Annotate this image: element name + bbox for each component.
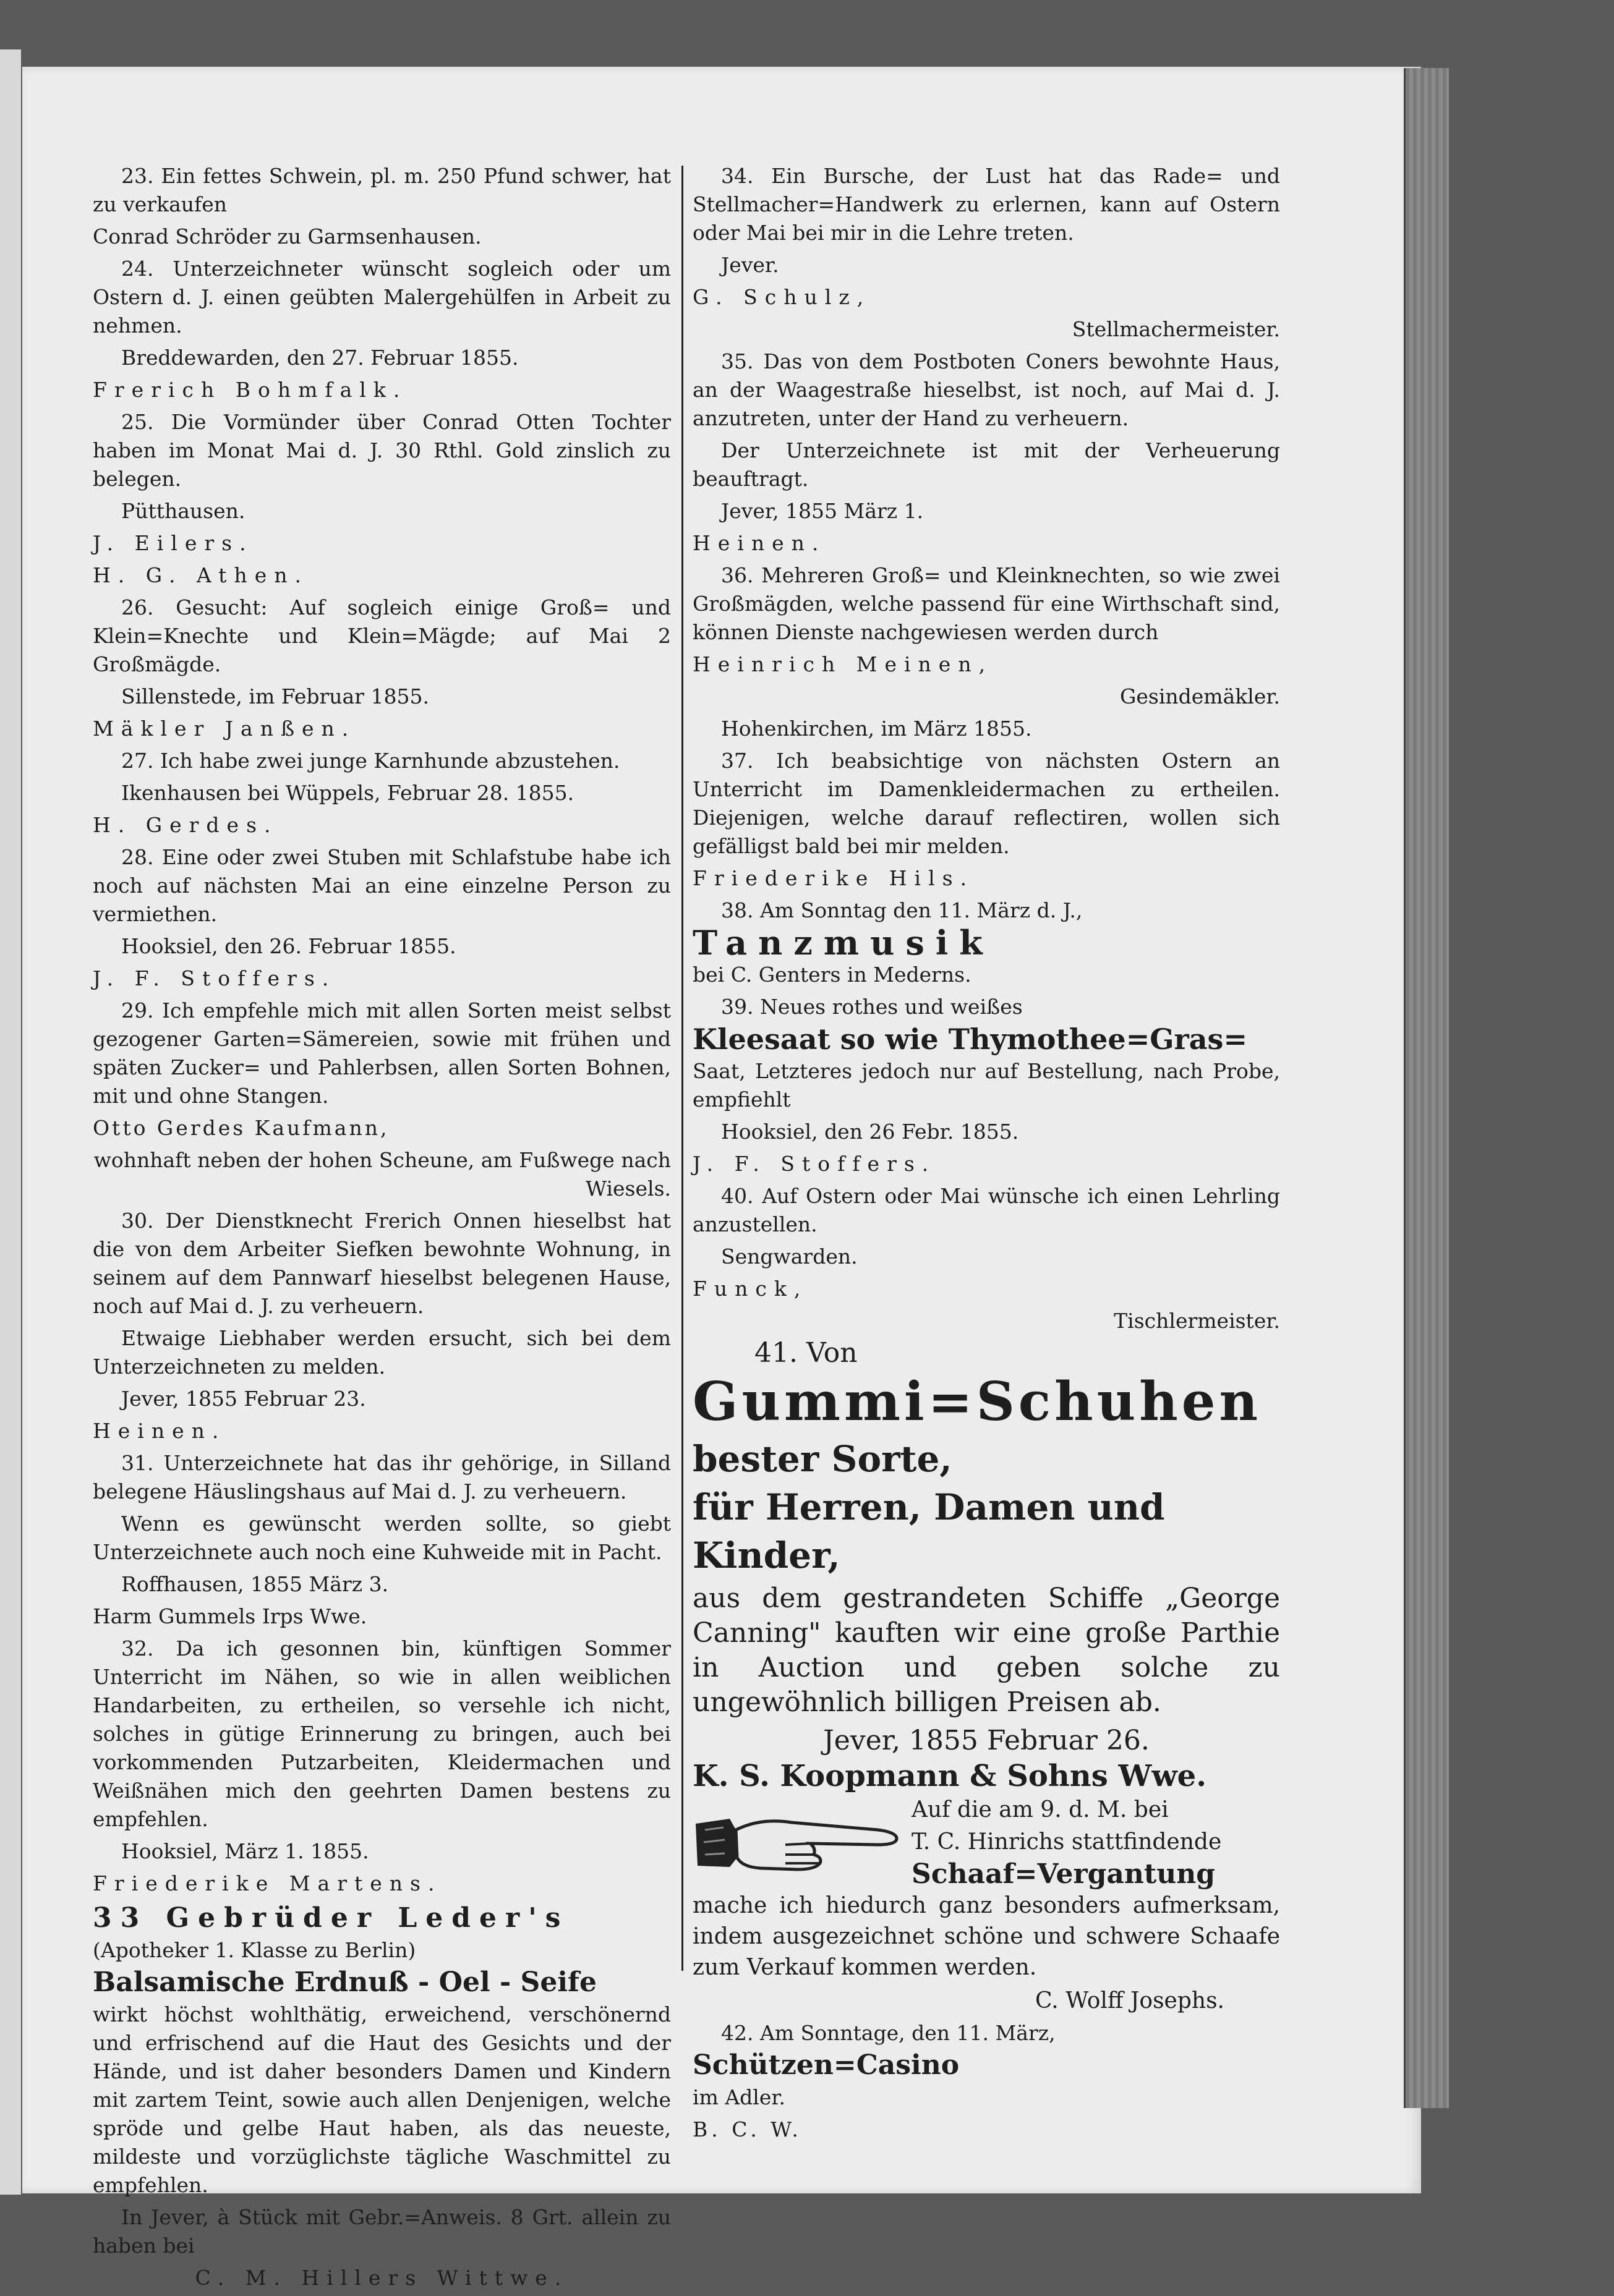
ad-28-text: 28. Eine oder zwei Stuben mit Schlafstube habe ich noch auf nächsten Mai an eine einzelne Person zu vermiethen. [93, 845, 671, 926]
ad-24-signature: Frerich Bohmfalk. [93, 378, 408, 402]
ad-39-line: 39. Neues rothes und weißes [721, 995, 1023, 1019]
ad-35-signature: Heinen. [693, 531, 826, 555]
ad-33-text-2: In Jever, à Stück mit Gebr.=Anweis. 8 Grt. allein zu haben bei [93, 2205, 671, 2258]
ad-25-signature: J. Eilers. [93, 531, 254, 555]
ad-38-line: 38. Am Sonntag den 11. März d. J., [721, 898, 1083, 922]
ad-23-signature: Conrad Schröder zu Garmsenhausen. [93, 224, 482, 249]
ad-39-signature: J. F. Stoffers. [693, 1152, 936, 1176]
ad-32-signature: Friederike Martens. [93, 1871, 442, 1895]
ad-34-signature-2: Stellmachermeister. [1072, 317, 1280, 341]
ad-37-text: 37. Ich beabsichtige von nächsten Ostern an Unterricht im Damenkleidermachen zu ertheilen. Diejenigen, welche darauf reflectiren, wollen sich gefälligst bald bei mir melden. [693, 749, 1280, 858]
ad-35-place: Jever, 1855 März 1. [721, 499, 924, 523]
ad-40-signature: Funck, [693, 1277, 808, 1301]
ad-33-heading: 33 Gebrüder Leder's [93, 1902, 570, 1934]
schaaf-ad-intro [912, 1794, 1280, 1890]
left-column [93, 162, 671, 2296]
ad-42-title: Schützen=Casino [693, 2049, 960, 2081]
previous-page-edge [0, 49, 21, 2195]
ad-31-text: 31. Unterzeichnete hat das ihr gehörige, in Silland belegene Häuslingshaus auf Mai d. J. zu verheuern. [93, 1451, 671, 1503]
ad-27-signature: H. Gerdes. [93, 813, 278, 837]
ad-37-signature: Friederike Hils. [693, 866, 975, 890]
schaaf-ad-text-1: Auf die am 9. d. M. bei [912, 1797, 1169, 1822]
ad-40-text: 40. Auf Ostern oder Mai wünsche ich einen Lehrling anzustellen. [693, 1184, 1280, 1236]
ad-30-signature: Heinen. [93, 1419, 226, 1443]
ad-36-signature-2: Gesindemäkler. [1120, 684, 1280, 708]
ad-39-text: Saat, Letzteres jedoch nur auf Bestellung, nach Probe, empfiehlt [693, 1059, 1280, 1112]
ad-41-signature: K. S. Koopmann & Sohns Wwe. [693, 1759, 1206, 1793]
ad-24-place: Breddewarden, den 27. Februar 1855. [121, 346, 519, 370]
ad-38-title: Tanzmusik [693, 923, 994, 963]
ad-27-place: Ikenhausen bei Wüppels, Februar 28. 1855. [121, 781, 574, 805]
ad-30-text: 30. Der Dienstknecht Frerich Onnen hieselbst hat die von dem Arbeiter Siefken bewohnte Wohnung, in seinem auf dem Pannwarf hieselbst belegenen Hause, noch auf Mai d. J. zu verheuern. [93, 1209, 671, 1318]
ad-26-text: 26. Gesucht: Auf sogleich einige Groß= und Klein=Knechte und Klein=Mägde; auf Mai 2 Großmägde. [93, 595, 671, 676]
ad-31-signature: Harm Gummels Irps Wwe. [93, 1604, 367, 1628]
ad-27-text: 27. Ich habe zwei junge Karnhunde abzustehen. [121, 749, 620, 773]
schaaf-ad-text-2: T. C. Hinrichs stattfindende [912, 1829, 1222, 1855]
ad-31-text-2: Wenn es gewünscht werden sollte, so giebt Unterzeichnete auch noch eine Kuhweide mit in Pacht. [93, 1512, 671, 1564]
ad-42-signature: B. C. W. [693, 2117, 802, 2141]
ad-35-text-2: Der Unterzeichnete ist mit der Verheuerung beauftragt. [693, 438, 1280, 491]
ad-33-product: Balsamische Erdnuß - Oel - Seife [93, 1966, 597, 1998]
ad-39-title: Kleesaat so wie Thymothee=Gras= [693, 1023, 1247, 1056]
ad-41-text: aus dem gestrandeten Schiffe „George Canning" kauften wir eine große Parthie in Auction und geben solche zu ungewöhnlich billigen Preisen ab. [693, 1583, 1280, 1718]
ad-42-line: 42. Am Sonntage, den 11. März, [721, 2021, 1056, 2045]
ad-41-subtitle-1: bester Sorte, [693, 1438, 952, 1480]
schaaf-ad-title: Schaaf=Vergantung [912, 1858, 1215, 1890]
ad-41-subtitle-3: Kinder, [693, 1534, 840, 1576]
ad-26-place: Sillenstede, im Februar 1855. [121, 684, 429, 708]
ad-31-place: Roffhausen, 1855 März 3. [121, 1572, 389, 1596]
pointing-hand-icon [693, 1805, 903, 1879]
ad-29-text: 29. Ich empfehle mich mit allen Sorten meist selbst gezogener Garten=Sämereien, sowie mit frühen und späten Zucker= und Pahlerbsen, allen Sorten Bohnen, mit und ohne Stangen. [93, 998, 671, 1108]
ad-41-date: Jever, 1855 Februar 26. [823, 1725, 1150, 1756]
ad-28-signature: J. F. Stoffers. [93, 966, 336, 990]
ad-38-place: bei C. Genters in Mederns. [693, 963, 971, 987]
ad-34-signature: G. Schulz, [693, 285, 871, 309]
ad-25-place: Pütthausen. [121, 499, 246, 523]
ad-33-text: wirkt höchst wohlthätig, erweichend, verschönernd und erfrischend auf die Haut des Gesichts und der Hände, und ist daher besonders Damen und Kindern mit zartem Teint, sowie auch allen Denjenigen, welche spröde und gelbe Haut haben, als das neueste, mildeste und vorzüglichste tägliche Waschmittel zu empfehlen. [93, 2002, 671, 2197]
ad-32-place: Hooksiel, März 1. 1855. [121, 1839, 369, 1863]
ad-39-place: Hooksiel, den 26 Febr. 1855. [721, 1120, 1019, 1144]
ad-41-title: Gummi=Schuhen [693, 1371, 1262, 1433]
ad-29-signature-2: wohnhaft neben der hohen Scheune, am Fußwege nach Wiesels. [93, 1148, 671, 1201]
ad-33-subheading: (Apotheker 1. Klasse zu Berlin) [93, 1938, 416, 1962]
ad-30-text-2: Etwaige Liebhaber werden ersucht, sich bei dem Unterzeichneten zu melden. [93, 1326, 671, 1379]
book-spine [1404, 68, 1449, 2108]
ad-28-place: Hooksiel, den 26. Februar 1855. [121, 934, 456, 958]
ad-36-place: Hohenkirchen, im März 1855. [721, 716, 1032, 741]
ad-29-signature: Otto Gerdes Kaufmann, [93, 1116, 390, 1140]
ad-32-text: 32. Da ich gesonnen bin, künftigen Sommer Unterricht im Nähen, so wie in allen weiblichen Handarbeiten, zu ertheilen, so versehle ich nicht, solches in gütige Erinnerung zu bringen, auch bei vorkommenden Putzarbeiten, Kleidermachen und Weißnähen mich den geehrten Damen bestens zu empfehlen. [93, 1636, 671, 1831]
ad-25-text: 25. Die Vormünder über Conrad Otten Tochter haben im Monat Mai d. J. 30 Rthl. Gold zinslich zu belegen. [93, 410, 671, 491]
schaaf-ad-header [693, 1794, 1280, 1890]
schaaf-ad-signature: C. Wolff Josephs. [1035, 1988, 1224, 2013]
ad-26-signature: Mäkler Janßen. [93, 716, 356, 741]
ad-40-signature-2: Tischlermeister. [1114, 1309, 1280, 1333]
ad-36-signature: Heinrich Meinen, [693, 652, 993, 676]
ad-25-signature-2: H. G. Athen. [93, 563, 309, 587]
ad-41-subtitle-2: für Herren, Damen und [693, 1486, 1165, 1528]
ad-41-line: 41. Von [754, 1337, 858, 1369]
ad-36-text: 36. Mehreren Groß= und Kleinknechten, so wie zwei Großmägden, welche passend für eine Wirthschaft sind, können Dienste nachgewiesen werden durch [693, 563, 1280, 644]
ad-23-text: 23. Ein fettes Schwein, pl. m. 250 Pfund schwer, hat zu verkaufen [93, 164, 671, 216]
ad-35-text: 35. Das von dem Postboten Coners bewohnte Haus, an der Waagestraße hieselbst, ist noch, auf Mai d. J. anzutreten, unter der Hand zu verheuern. [693, 349, 1280, 430]
ad-30-place: Jever, 1855 Februar 23. [121, 1387, 366, 1411]
ad-40-place: Sengwarden. [721, 1244, 858, 1269]
ad-24-text: 24. Unterzeichneter wünscht sogleich oder um Ostern d. J. einen geübten Malergehülfen in Arbeit zu nehmen. [93, 257, 671, 338]
column-divider [681, 166, 683, 1971]
ad-34-text: 34. Ein Bursche, der Lust hat das Rade= und Stellmacher=Handwerk zu erlernen, kann auf Ostern oder Mai bei mir in die Lehre treten. [693, 164, 1280, 245]
schaaf-ad-text-3: mache ich hiedurch ganz besonders aufmerksam, indem ausgezeichnet schöne und schwere Schaafe zum Verkauf kommen werden. [693, 1893, 1280, 1980]
ad-42-place: im Adler. [693, 2085, 786, 2109]
ad-34-place: Jever. [721, 253, 779, 277]
right-column [693, 162, 1280, 2148]
ad-33-signature: C. M. Hillers Wittwe. [195, 2266, 569, 2290]
